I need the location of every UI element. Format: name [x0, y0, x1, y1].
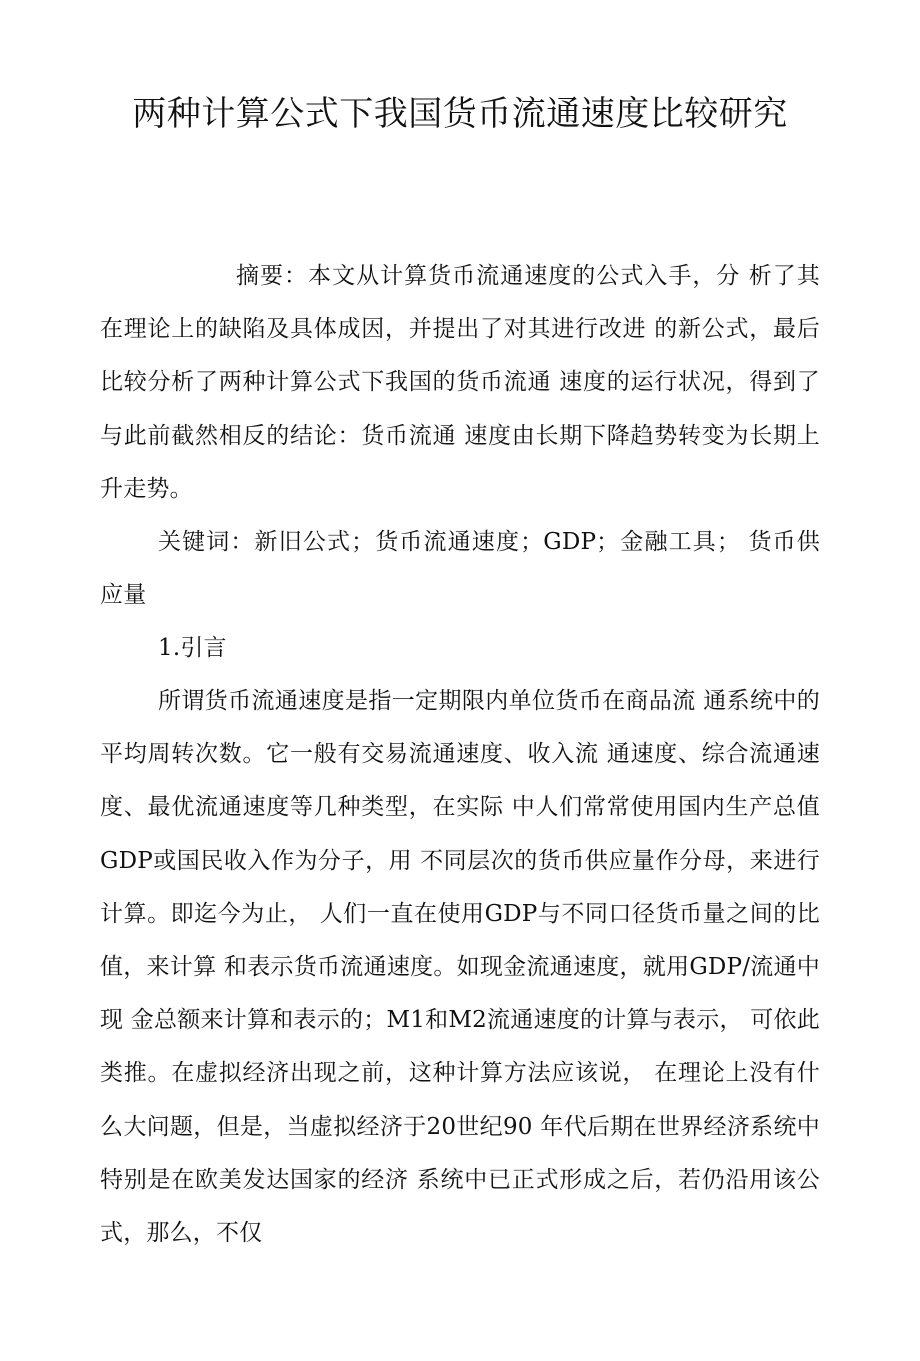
keywords-paragraph: 关键词：新旧公式；货币流通速度；GDP；金融工具； 货币供应量 — [100, 529, 820, 609]
document-title: 两种计算公式下我国货币流通速度比较研究 — [132, 94, 788, 134]
abstract-paragraph: 摘要：本文从计算货币流通速度的公式入手，分 析了其在理论上的缺陷及具体成因，并提出了对其进行改进 的新公式，最后比较分析了两种计算公式下我国的货币流通 速度的运行状况，得到了与此前截然相反的结论：货币流通 速度由长期下降趋势转变为长期上升走势。 — [100, 263, 820, 502]
introduction-paragraph: 所谓货币流通速度是指一定期限内单位货币在商品流 通系统中的平均周转次数。它一般有交易流通速度、收入流 通速度、综合流通速度、最优流通速度等几种类型，在实际 中人们常常使用国内生产总值GDP或国民收入作为分子，用 不同层次的货币供应量作分母，来进行计算。即迄今为止， 人们一直在使用GDP与不同口径货币量之间的比值，来计算 和表示货币流通速度。如现金流通速度，就用GDP/流通中现 金总额来计算和表示的；M1和M2流通速度的计算与表示， 可依此类推。在虚拟经济出现之前，这种计算方法应该说， 在理论上没有什么大问题，但是，当虚拟经济于20世纪90 年代后期在世界经济系统中特别是在欧美发达国家的经济 系统中已正式形成之后，若仍沿用该公式，那么，不仅 — [100, 688, 820, 1247]
section-heading-introduction: 1.引言 — [158, 635, 227, 661]
